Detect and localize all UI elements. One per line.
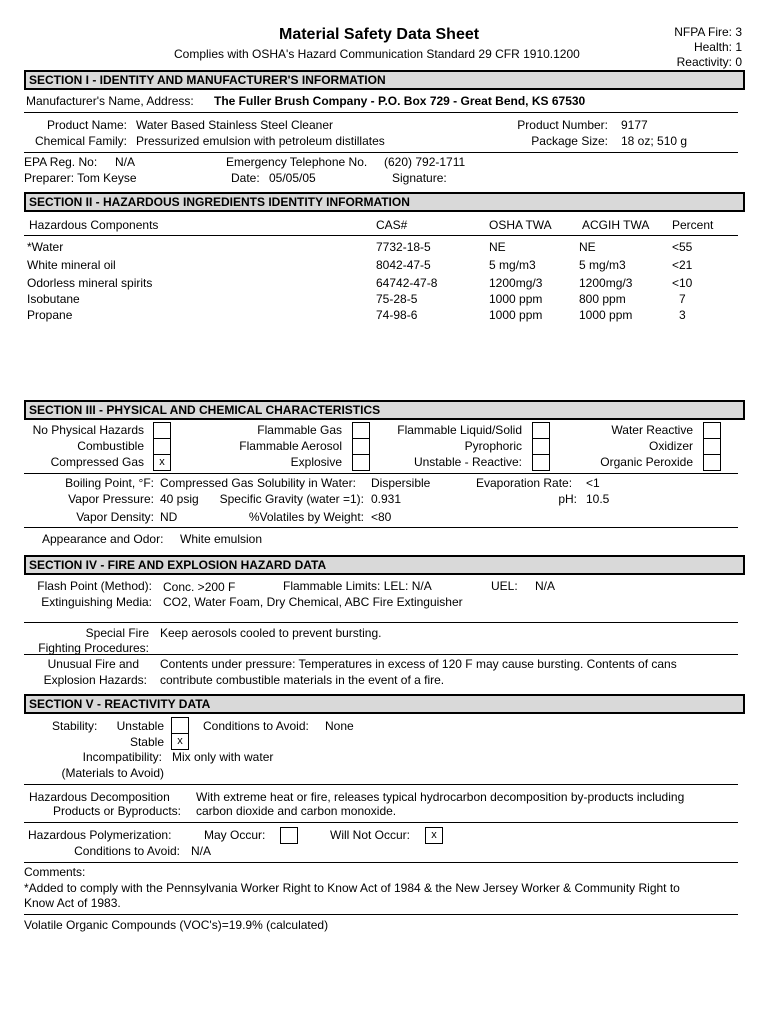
cell-osha: 1200mg/3 — [489, 276, 543, 290]
vapor-density-value: ND — [160, 510, 178, 524]
signature-label: Signature: — [392, 171, 447, 185]
cell-percent: <21 — [672, 258, 693, 272]
checkbox-organic-peroxide[interactable] — [703, 454, 721, 471]
package-size-value: 18 oz; 510 g — [621, 134, 688, 148]
stability-label: Stability: — [52, 719, 98, 733]
cell-percent: <55 — [672, 240, 693, 254]
cell-component: Odorless mineral spirits — [27, 276, 153, 290]
vapor-density-label: Vapor Density: — [76, 510, 154, 524]
boiling-point-value: Compressed Gas — [160, 476, 254, 490]
incompatibility-value: Mix only with water — [172, 750, 274, 764]
stable-label: Stable — [129, 735, 164, 749]
page-title: Material Safety Data Sheet — [279, 26, 480, 43]
ph-label: pH: — [558, 492, 577, 506]
special-fire-label-2: Fighting Procedures: — [38, 641, 149, 655]
checkbox-oxidizer[interactable] — [703, 438, 721, 455]
uel-value: N/A — [535, 579, 556, 593]
date-label: Date: — [231, 171, 260, 185]
chemical-family-label: Chemical Family: — [34, 134, 127, 148]
evaporation-label: Evaporation Rate: — [476, 476, 573, 490]
conditions-value: None — [325, 719, 354, 733]
cell-osha: 1000 ppm — [489, 308, 543, 322]
haz-pyrophoric: Pyrophoric — [464, 439, 522, 453]
divider — [24, 862, 738, 863]
ph-value: 10.5 — [586, 492, 610, 506]
flash-point-value: Conc. >200 F — [163, 580, 236, 594]
col-percent: Percent — [672, 218, 714, 232]
cell-cas: 75-28-5 — [376, 292, 418, 306]
unusual-fire-label: Unusual Fire and — [47, 657, 139, 671]
unusual-fire-value: Contents under pressure: Temperatures in excess of 120 F may cause bursting. Contents of cans — [160, 657, 677, 671]
cell-acgih: NE — [579, 240, 596, 254]
incompatibility-label-2: (Materials to Avoid) — [61, 766, 164, 780]
solubility-value: Dispersible — [371, 476, 431, 490]
conditions-label: Conditions to Avoid: — [203, 719, 309, 733]
decomposition-label: Hazardous Decomposition — [29, 790, 170, 804]
will-not-occur-label: Will Not Occur: — [330, 828, 411, 842]
flash-point-label: Flash Point (Method): — [37, 579, 152, 593]
cell-component: Propane — [27, 308, 73, 322]
haz-unstable-reactive: Unstable - Reactive: — [413, 455, 522, 469]
preparer: Preparer: Tom Keyse — [24, 171, 137, 185]
boiling-point-label: Boiling Point, °F: — [65, 476, 154, 490]
haz-oxidizer: Oxidizer — [648, 439, 693, 453]
divider — [24, 527, 738, 528]
vapor-pressure-label: Vapor Pressure: — [68, 492, 154, 506]
decomposition-value: With extreme heat or fire, releases typical hydrocarbon decomposition by-products including — [196, 790, 685, 804]
checkbox-no-physical[interactable] — [153, 422, 171, 439]
cell-cas: 74-98-6 — [376, 308, 418, 322]
col-components: Hazardous Components — [29, 218, 159, 232]
checkbox-unstable[interactable] — [171, 717, 189, 734]
voc-note: Volatile Organic Compounds (VOC's)=19.9% (calculated) — [24, 918, 329, 932]
special-fire-value: Keep aerosols cooled to prevent bursting. — [160, 626, 382, 640]
cell-percent: <10 — [672, 276, 693, 290]
checkbox-water-reactive[interactable] — [703, 422, 721, 439]
checkbox-stable[interactable]: x — [171, 733, 189, 750]
volatiles-label: %Volatiles by Weight: — [248, 510, 364, 524]
haz-flammable-gas: Flammable Gas — [257, 423, 342, 437]
emergency-label: Emergency Telephone No. — [226, 155, 368, 169]
section-1-header: SECTION I - IDENTITY AND MANUFACTURER'S INFORMATION — [24, 70, 745, 90]
manufacturer-value: The Fuller Brush Company - P.O. Box 729 - Great Bend, KS 67530 — [214, 94, 586, 108]
unusual-fire-value-2: contribute combustible materials in the event of a fire. — [160, 673, 445, 687]
checkbox-flammable-liquid[interactable] — [532, 422, 550, 439]
haz-compressed-gas: Compressed Gas — [50, 455, 144, 469]
haz-combustible: Combustible — [77, 439, 144, 453]
evaporation-value: <1 — [586, 476, 600, 490]
haz-no-physical: No Physical Hazards — [32, 423, 144, 437]
divider — [24, 914, 738, 915]
comment-line-1: *Added to comply with the Pennsylvania Worker Right to Know Act of 1984 & the New Jersey Worker & Community Right to — [24, 881, 680, 895]
unstable-label: Unstable — [116, 719, 164, 733]
cell-acgih: 800 ppm — [579, 292, 626, 306]
haz-flammable-liquid: Flammable Liquid/Solid — [397, 423, 522, 437]
specific-gravity-label: Specific Gravity (water =1): — [219, 492, 364, 506]
poly-conditions-label: Conditions to Avoid: — [74, 844, 180, 858]
checkbox-flammable-aerosol[interactable] — [352, 438, 370, 455]
cell-osha: 5 mg/m3 — [489, 258, 536, 272]
cell-component: *Water — [27, 240, 64, 254]
divider — [24, 654, 738, 655]
comment-line-2: Know Act of 1983. — [24, 896, 121, 910]
product-name-value: Water Based Stainless Steel Cleaner — [136, 118, 333, 132]
specific-gravity-value: 0.931 — [371, 492, 402, 506]
page-subtitle: Complies with OSHA's Hazard Communication Standard 29 CFR 1910.1200 — [174, 47, 580, 61]
checkbox-unstable-reactive[interactable] — [532, 454, 550, 471]
checkbox-flammable-gas[interactable] — [352, 422, 370, 439]
col-cas: CAS# — [376, 218, 408, 232]
haz-flammable-aerosol: Flammable Aerosol — [239, 439, 342, 453]
polymerization-label: Hazardous Polymerization: — [28, 828, 172, 842]
product-number-value: 9177 — [621, 118, 648, 132]
special-fire-label: Special Fire — [85, 626, 149, 640]
checkbox-pyrophoric[interactable] — [532, 438, 550, 455]
section-2-header: SECTION II - HAZARDOUS INGREDIENTS IDENTITY INFORMATION — [24, 192, 745, 212]
divider — [24, 235, 738, 236]
comments-label: Comments: — [24, 865, 86, 879]
uel-label: UEL: — [491, 579, 518, 593]
appearance-label: Appearance and Odor: — [42, 532, 164, 546]
unusual-fire-label-2: Explosion Hazards: — [43, 673, 147, 687]
checkbox-will-not-occur[interactable]: x — [425, 827, 443, 844]
decomposition-value-2: carbon dioxide and carbon monoxide. — [196, 804, 397, 818]
cell-acgih: 1000 ppm — [579, 308, 633, 322]
cell-osha: NE — [489, 240, 506, 254]
haz-explosive: Explosive — [290, 455, 342, 469]
cell-cas: 8042-47-5 — [376, 258, 431, 272]
divider — [24, 473, 738, 474]
cell-osha: 1000 ppm — [489, 292, 543, 306]
section-5-header: SECTION V - REACTIVITY DATA — [24, 694, 745, 714]
checkbox-compressed-gas[interactable]: x — [153, 454, 171, 471]
emergency-value: (620) 792-1711 — [384, 155, 466, 169]
cell-percent: 7 — [679, 292, 686, 306]
decomposition-label-2: Products or Byproducts: — [52, 804, 181, 818]
divider — [24, 622, 738, 623]
nfpa-reactivity: Reactivity: 0 — [676, 55, 742, 69]
incompatibility-label: Incompatibility: — [82, 750, 162, 764]
cell-percent: 3 — [679, 308, 686, 322]
nfpa-health: Health: 1 — [693, 40, 742, 54]
divider — [24, 152, 738, 153]
cell-acgih: 5 mg/m3 — [579, 258, 626, 272]
solubility-label: Solubility in Water: — [257, 476, 356, 490]
divider — [24, 822, 738, 823]
cell-acgih: 1200mg/3 — [579, 276, 633, 290]
cell-component: Isobutane — [27, 292, 80, 306]
checkbox-combustible[interactable] — [153, 438, 171, 455]
epa-value: N/A — [115, 155, 136, 169]
cell-cas: 64742-47-8 — [376, 276, 438, 290]
section-4-header: SECTION IV - FIRE AND EXPLOSION HAZARD DATA — [24, 555, 745, 575]
nfpa-fire: NFPA Fire: 3 — [674, 25, 742, 39]
product-number-label: Product Number: — [517, 118, 608, 132]
cell-cas: 7732-18-5 — [376, 240, 431, 254]
volatiles-value: <80 — [371, 510, 392, 524]
col-osha: OSHA TWA — [489, 218, 552, 232]
divider — [24, 784, 738, 785]
date-value: 05/05/05 — [269, 171, 316, 185]
col-acgih: ACGIH TWA — [582, 218, 650, 232]
section-3-header: SECTION III - PHYSICAL AND CHEMICAL CHARACTERISTICS — [24, 400, 745, 420]
extinguishing-label: Extinguishing Media: — [41, 595, 152, 609]
vapor-pressure-value: 40 psig — [160, 492, 199, 506]
haz-water-reactive: Water Reactive — [611, 423, 693, 437]
extinguishing-value: CO2, Water Foam, Dry Chemical, ABC Fire Extinguisher — [163, 595, 463, 609]
manufacturer-label: Manufacturer's Name, Address: — [26, 94, 194, 108]
appearance-value: White emulsion — [180, 532, 263, 546]
checkbox-may-occur[interactable] — [280, 827, 298, 844]
checkbox-explosive[interactable] — [352, 454, 370, 471]
divider — [24, 112, 738, 113]
may-occur-label: May Occur: — [204, 828, 266, 842]
product-name-label: Product Name: — [46, 118, 127, 132]
cell-component: White mineral oil — [27, 258, 116, 272]
haz-organic-peroxide: Organic Peroxide — [600, 455, 693, 469]
poly-conditions-value: N/A — [191, 844, 212, 858]
chemical-family-value: Pressurized emulsion with petroleum distillates — [136, 134, 385, 148]
package-size-label: Package Size: — [531, 134, 608, 148]
epa-label: EPA Reg. No: — [24, 155, 98, 169]
flammable-limits-label: Flammable Limits: LEL: N/A — [283, 579, 432, 593]
